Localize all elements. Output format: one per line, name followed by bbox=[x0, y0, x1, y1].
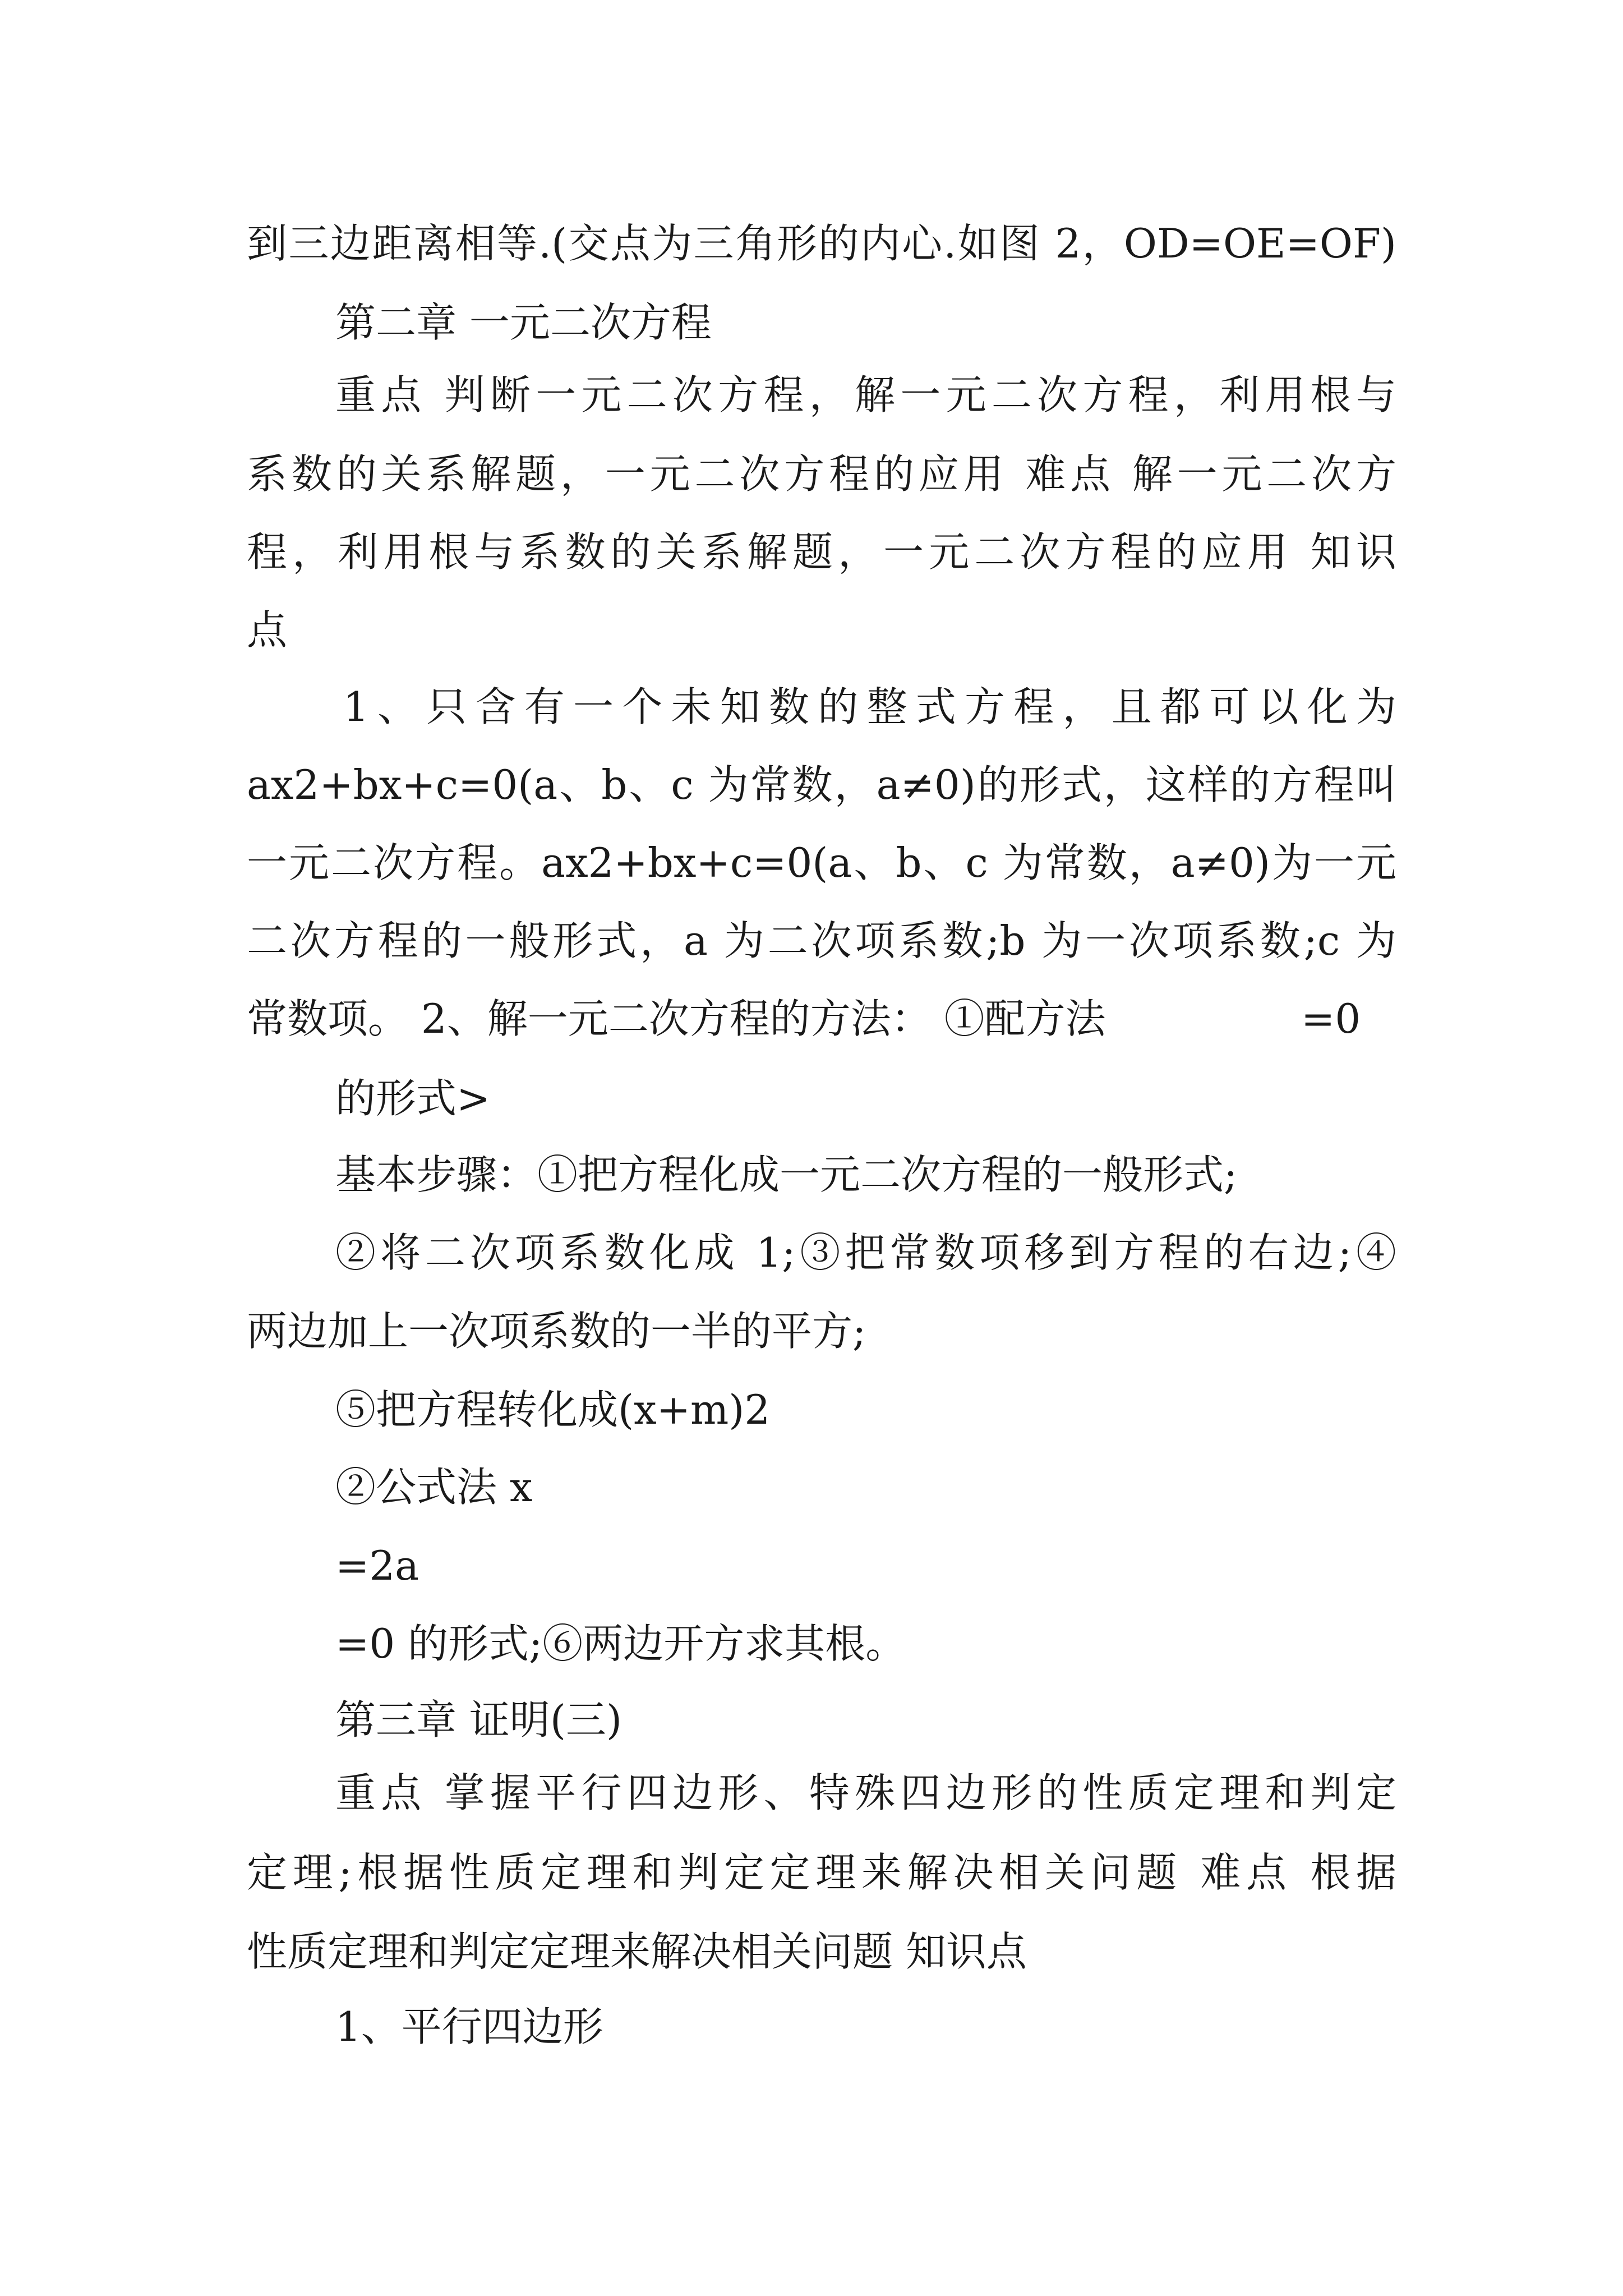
text-line-1: 到三边距离相等.(交点为三角形的内心.如图 2，OD=OE=OF) bbox=[247, 220, 1396, 267]
text-line-13: 基本步骤：①把方程化成一元二次方程的一般形式; bbox=[335, 1151, 1238, 1198]
text-line-8: ax2+bx+c=0(a、b、c 为常数，a≠0)的形式，这样的方程叫 bbox=[247, 761, 1396, 808]
chapter-2-heading: 第二章 一元二次方程 bbox=[335, 299, 712, 346]
text-line-16: ⑤把方程转化成(x+m)2 bbox=[335, 1386, 771, 1433]
text-line-23: 性质定理和判定定理来解决相关问题 知识点 bbox=[247, 1928, 1027, 1975]
text-line-19: =0 的形式;⑥两边开方求其根。 bbox=[335, 1620, 906, 1667]
text-line-11b: =0 bbox=[1301, 995, 1361, 1042]
text-line-3: 重点 判断一元二次方程，解一元二次方程，利用根与 bbox=[335, 371, 1396, 418]
text-line-4: 系数的关系解题，一元二次方程的应用 难点 解一元二次方 bbox=[247, 450, 1396, 498]
text-line-22: 定理;根据性质定理和判定定理来解决相关问题 难点 根据 bbox=[247, 1849, 1396, 1896]
text-line-21: 重点 掌握平行四边形、特殊四边形的性质定理和判定 bbox=[335, 1769, 1396, 1816]
text-line-6: 点 bbox=[247, 606, 288, 654]
text-line-7: 1、只含有一个未知数的整式方程，且都可以化为 bbox=[343, 683, 1396, 730]
text-line-14: ②将二次项系数化成 1;③把常数项移到方程的右边;④ bbox=[335, 1229, 1396, 1276]
text-line-10: 二次方程的一般形式，a 为二次项系数;b 为一次项系数;c 为 bbox=[247, 917, 1396, 964]
text-line-5: 程，利用根与系数的关系解题，一元二次方程的应用 知识 bbox=[247, 528, 1396, 576]
text-line-17: ②公式法 x bbox=[335, 1464, 533, 1511]
chapter-3-heading: 第三章 证明(三) bbox=[335, 1696, 623, 1743]
text-line-11: 常数项。 2、解一元二次方程的方法： ①配方法 bbox=[247, 995, 1106, 1042]
text-line-24: 1、平行四边形 bbox=[335, 2003, 603, 2050]
text-line-12: 的形式> bbox=[335, 1075, 491, 1122]
text-line-15: 两边加上一次项系数的一半的平方; bbox=[247, 1308, 866, 1355]
text-line-18: =2a bbox=[335, 1542, 419, 1589]
text-line-9: 一元二次方程。ax2+bx+c=0(a、b、c 为常数，a≠0)为一元 bbox=[247, 839, 1396, 886]
